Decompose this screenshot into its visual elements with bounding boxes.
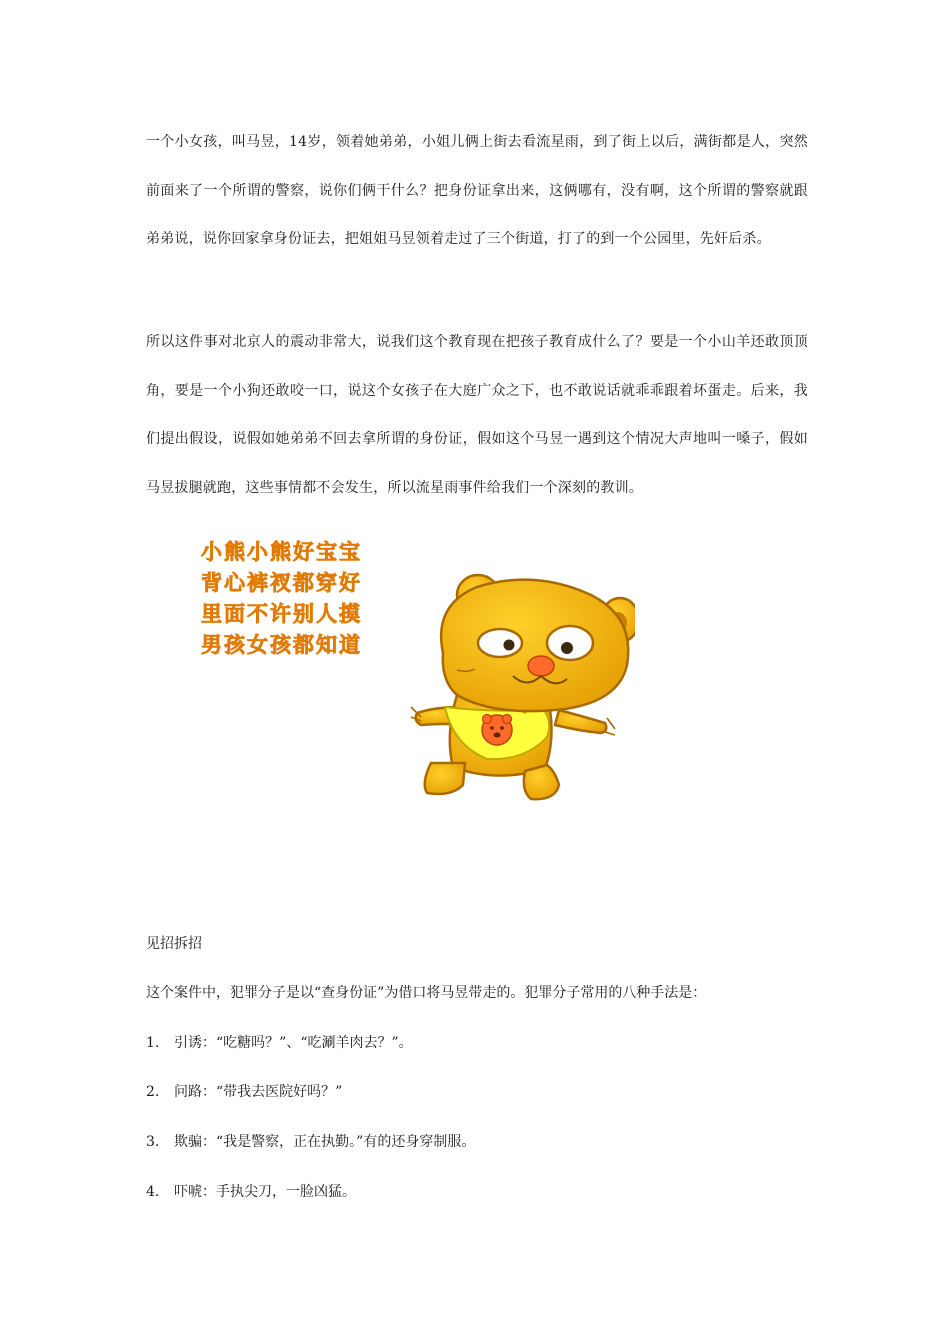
list-item [146, 1032, 413, 1052]
reflection-paragraph: 所以这件事对北京人的震动非常大，说我们这个教育现在把孩子教育成什么了？要是一个小山羊还敢顶顶角，要是一个小狗还敢咬一口，说这个女孩子在大庭广众之下，也不敢说话就乖乖跟着坏蛋走。后来，我们提出假设，说假如她弟弟不回去拿所谓的身份证，假如这个马昱一遇到这个情况大声地叫一嗓子，假如马昱拔腿就跑，这些事情都不会发生，所以流星雨事件给我们一个深刻的教训。 [146, 334, 808, 496]
list-item-text: 欺骗：“我是警察，正在执勤。”有的还身穿制服。 [174, 1134, 476, 1150]
poem-line: 里面不许别人摸 [201, 602, 362, 626]
section-heading: 见招拆招 [146, 936, 202, 952]
list-item [146, 1131, 475, 1151]
list-item-number: 3. [146, 1134, 160, 1150]
bear-nose [528, 656, 554, 676]
bear-right-arm [555, 710, 606, 733]
bear-left-eye [478, 629, 522, 657]
bear-character [411, 575, 635, 799]
bear-left-leg [425, 763, 465, 794]
list-item-text: 问路：“带我去医院好吗？” [174, 1084, 343, 1100]
poem-text [201, 540, 362, 657]
list-item-text: 引诱：“吃糖吗？”、“吃涮羊肉去？”。 [174, 1035, 413, 1051]
list-item-number: 2. [146, 1084, 160, 1100]
story-paragraph: 一个小女孩，叫马昱，14岁，领着她弟弟，小姐儿俩上街去看流星雨，到了街上以后，满街都是人，突然前面来了一个所谓的警察，说你们俩干什么？把身份证拿出来，这俩哪有，没有啊，这个所谓的警察就跟弟弟说，说你回家拿身份证去，把姐姐马昱领着走过了三个街道，打了的到一个公园里，先奸后杀。 [146, 134, 808, 247]
bear-head [441, 580, 628, 711]
poem-line: 背心裤衩都穿好 [201, 571, 362, 595]
section-intro: 这个案件中，犯罪分子是以“查身份证”为借口将马昱带走的。犯罪分子常用的八种手法是： [146, 985, 707, 1001]
list-item-text: 吓唬：手执尖刀，一脸凶猛。 [174, 1184, 356, 1200]
poem-line: 小熊小熊好宝宝 [201, 540, 362, 564]
list-item-number: 1. [146, 1035, 160, 1051]
list-item-number: 4. [146, 1184, 160, 1200]
bear-right-leg [524, 765, 559, 799]
list-item [146, 1081, 342, 1101]
bear-illustration [195, 535, 635, 805]
list-item [146, 1181, 356, 1201]
poem-line: 男孩女孩都知道 [201, 633, 362, 657]
